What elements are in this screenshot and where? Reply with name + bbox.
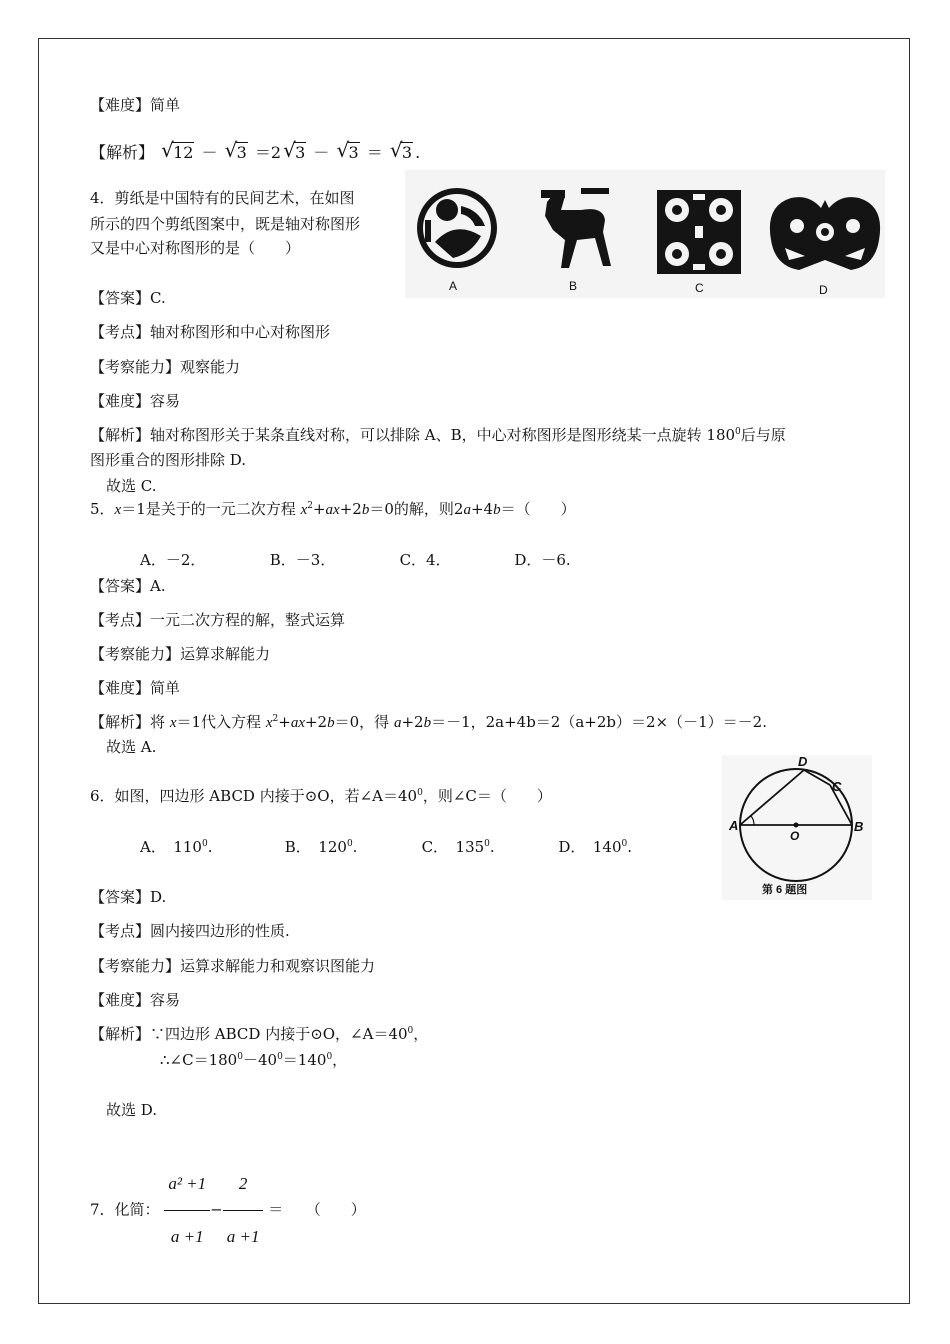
q4-text-line2: 所示的四个剪纸图案中，既是轴对称图形 bbox=[90, 215, 361, 233]
q4-topic: 【考点】轴对称图形和中心对称图形 bbox=[90, 323, 331, 341]
q4-answer: 【答案】C. bbox=[90, 289, 166, 307]
q4-ability: 【考察能力】观察能力 bbox=[90, 358, 241, 376]
q6-option-a: A． $110^0$. bbox=[140, 838, 213, 856]
q6-option-c: C． $135^0$. bbox=[421, 838, 495, 856]
q5-option-b: B．－3． bbox=[269, 551, 336, 569]
sqrt-3-d: √ 3 bbox=[389, 138, 413, 162]
q5-option-d: D．－6. bbox=[514, 551, 571, 569]
sqrt-3-c: √ 3 bbox=[336, 138, 359, 162]
q6-label-d: D bbox=[798, 755, 808, 769]
q6-analysis-line1: 【解析】∵四边形 ABCD 内接于⊙O，$\angle A=40^0$， bbox=[90, 1025, 429, 1043]
paper-cut-label-d: D bbox=[819, 283, 828, 297]
q3-analysis: 【解析】 √ 12 － √ 3 ＝2 √ 3 － √ 3 ＝ √ 3 . bbox=[90, 138, 421, 162]
sqrt-3-a: √ 3 bbox=[224, 138, 247, 162]
paper-cut-label-c: C bbox=[695, 281, 704, 295]
q6-label-c: C bbox=[832, 779, 842, 794]
paper-cut-figure bbox=[405, 170, 885, 298]
q4-text-line1: 4．剪纸是中国特有的民间艺术，在如图 bbox=[90, 189, 355, 207]
q5-question: 5．x＝1是关于的一元二次方程 $x^2+ax+2b=0$的解，则2a+4b＝（ ） bbox=[90, 500, 576, 518]
q6-option-b: B． $120^0$. bbox=[284, 838, 358, 856]
paper-cut-label-a: A bbox=[449, 279, 458, 293]
q5-difficulty: 【难度】简单 bbox=[90, 679, 181, 697]
q5-conclusion: 故选 A. bbox=[106, 738, 157, 756]
paper-cut-label-b: B bbox=[569, 279, 578, 293]
q6-label-b: B bbox=[854, 819, 864, 834]
q5-ability: 【考察能力】运算求解能力 bbox=[90, 645, 271, 663]
q6-option-d: D． $140^0$. bbox=[558, 838, 633, 856]
q6-topic: 【考点】圆内接四边形的性质. bbox=[90, 922, 290, 940]
sqrt-12: √ 12 bbox=[161, 138, 194, 162]
q5-options bbox=[140, 550, 571, 570]
q4-conclusion: 故选 C. bbox=[106, 477, 157, 495]
q5-answer: 【答案】A. bbox=[90, 577, 166, 595]
q6-label-o: O bbox=[790, 829, 800, 843]
sqrt-3-b: √ 3 bbox=[283, 138, 306, 162]
q6-conclusion: 故选 D. bbox=[106, 1101, 158, 1119]
q6-circle-figure bbox=[722, 755, 872, 900]
q6-analysis-line2: $\therefore\angle C=180^0-40^0=140^0$， bbox=[160, 1051, 348, 1069]
q6-question: 6．如图，四边形 ABCD 内接于⊙O，若$\angle A=40^0$，则∠C＝（ ） bbox=[90, 787, 552, 805]
q4-text-line3: 又是中心对称图形的是（ ） bbox=[90, 239, 301, 257]
q5-topic: 【考点】一元二次方程的解，整式运算 bbox=[90, 611, 346, 629]
q4-analysis-line2: 图形重合的图形排除 D. bbox=[90, 451, 247, 469]
q6-answer: 【答案】D. bbox=[90, 888, 167, 906]
q6-label-a: A bbox=[729, 818, 739, 833]
q5-analysis: 【解析】将 x＝1代入方程 $x^2+ax+2b=0$，得 a+2b＝－1，2a+4b＝2（a+2b）＝2×（－1）＝－2. bbox=[90, 713, 767, 731]
q4-difficulty: 【难度】容易 bbox=[90, 392, 181, 410]
q7-fraction-2: $\frac{2}{a +1}$ bbox=[223, 1160, 264, 1261]
q5-option-c: C．4． bbox=[399, 551, 451, 569]
q7-question: 7．化简： $\frac{\text{a² +1}}{a +1}$ − $\frac{2}{a +1}$ ＝ （ ） bbox=[90, 1160, 366, 1261]
q3-difficulty: 【难度】简单 bbox=[90, 96, 181, 114]
q6-figure-caption: 第 6 题图 bbox=[762, 884, 808, 896]
q6-options bbox=[140, 837, 632, 860]
q6-ability: 【考察能力】运算求解能力和观察识图能力 bbox=[90, 957, 376, 975]
q7-fraction-1: $\frac{\text{a² +1}}{a +1}$ bbox=[164, 1160, 210, 1261]
q6-difficulty: 【难度】容易 bbox=[90, 991, 181, 1009]
q5-option-a: A．－2． bbox=[140, 551, 206, 569]
q4-analysis-line1: 【解析】轴对称图形关于某条直线对称，可以排除 A、B，中心对称图形是图形绕某一点旋转 $180^0$后与原 bbox=[90, 426, 786, 444]
